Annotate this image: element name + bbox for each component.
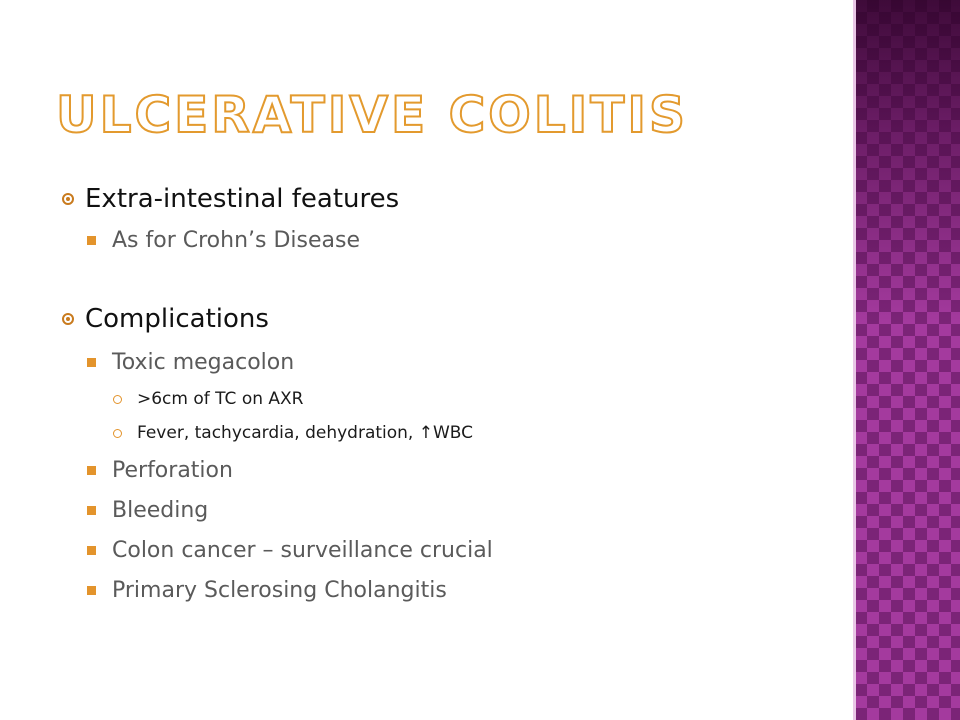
bullet-complications — [62, 298, 842, 340]
square-bullet-icon — [87, 358, 96, 367]
item-colon-cancer: Colon cancer – surveillance crucial — [112, 537, 493, 563]
sub-bullet-tc-axr — [62, 382, 842, 416]
side-band-shade — [855, 0, 960, 720]
bullet-extra-intestinal — [62, 178, 842, 220]
square-bullet-icon — [87, 506, 96, 515]
hollow-circle-icon — [113, 429, 122, 438]
sub-bullet-fever — [62, 416, 842, 450]
bullet-toxic-megacolon — [62, 342, 842, 382]
heading-complications: Complications — [85, 304, 269, 334]
sub-item-tc-axr: >6cm of TC on AXR — [137, 389, 304, 409]
bullet-bleeding — [62, 490, 842, 530]
circled-dot-icon — [62, 193, 74, 205]
slide-body — [62, 178, 842, 610]
bullet-colon-cancer — [62, 530, 842, 570]
circled-dot-icon — [62, 313, 74, 325]
sub-item-fever: Fever, tachycardia, dehydration, ↑WBC — [137, 423, 474, 443]
square-bullet-icon — [87, 466, 96, 475]
item-crohns: As for Crohn’s Disease — [112, 227, 360, 253]
hollow-circle-icon — [113, 395, 122, 404]
square-bullet-icon — [87, 546, 96, 555]
square-bullet-icon — [87, 236, 96, 245]
bullet-crohns — [62, 220, 842, 260]
slide-title: ULCERATIVE COLITIS — [56, 86, 688, 144]
bullet-perforation — [62, 450, 842, 490]
bullet-psc — [62, 570, 842, 610]
item-bleeding: Bleeding — [112, 497, 209, 523]
item-perforation: Perforation — [112, 457, 233, 483]
item-toxic-megacolon: Toxic megacolon — [112, 349, 295, 375]
item-psc: Primary Sclerosing Cholangitis — [112, 577, 447, 603]
square-bullet-icon — [87, 586, 96, 595]
side-band-edge — [853, 0, 856, 720]
spacer — [62, 260, 842, 298]
heading-extra-intestinal: Extra-intestinal features — [85, 184, 400, 214]
